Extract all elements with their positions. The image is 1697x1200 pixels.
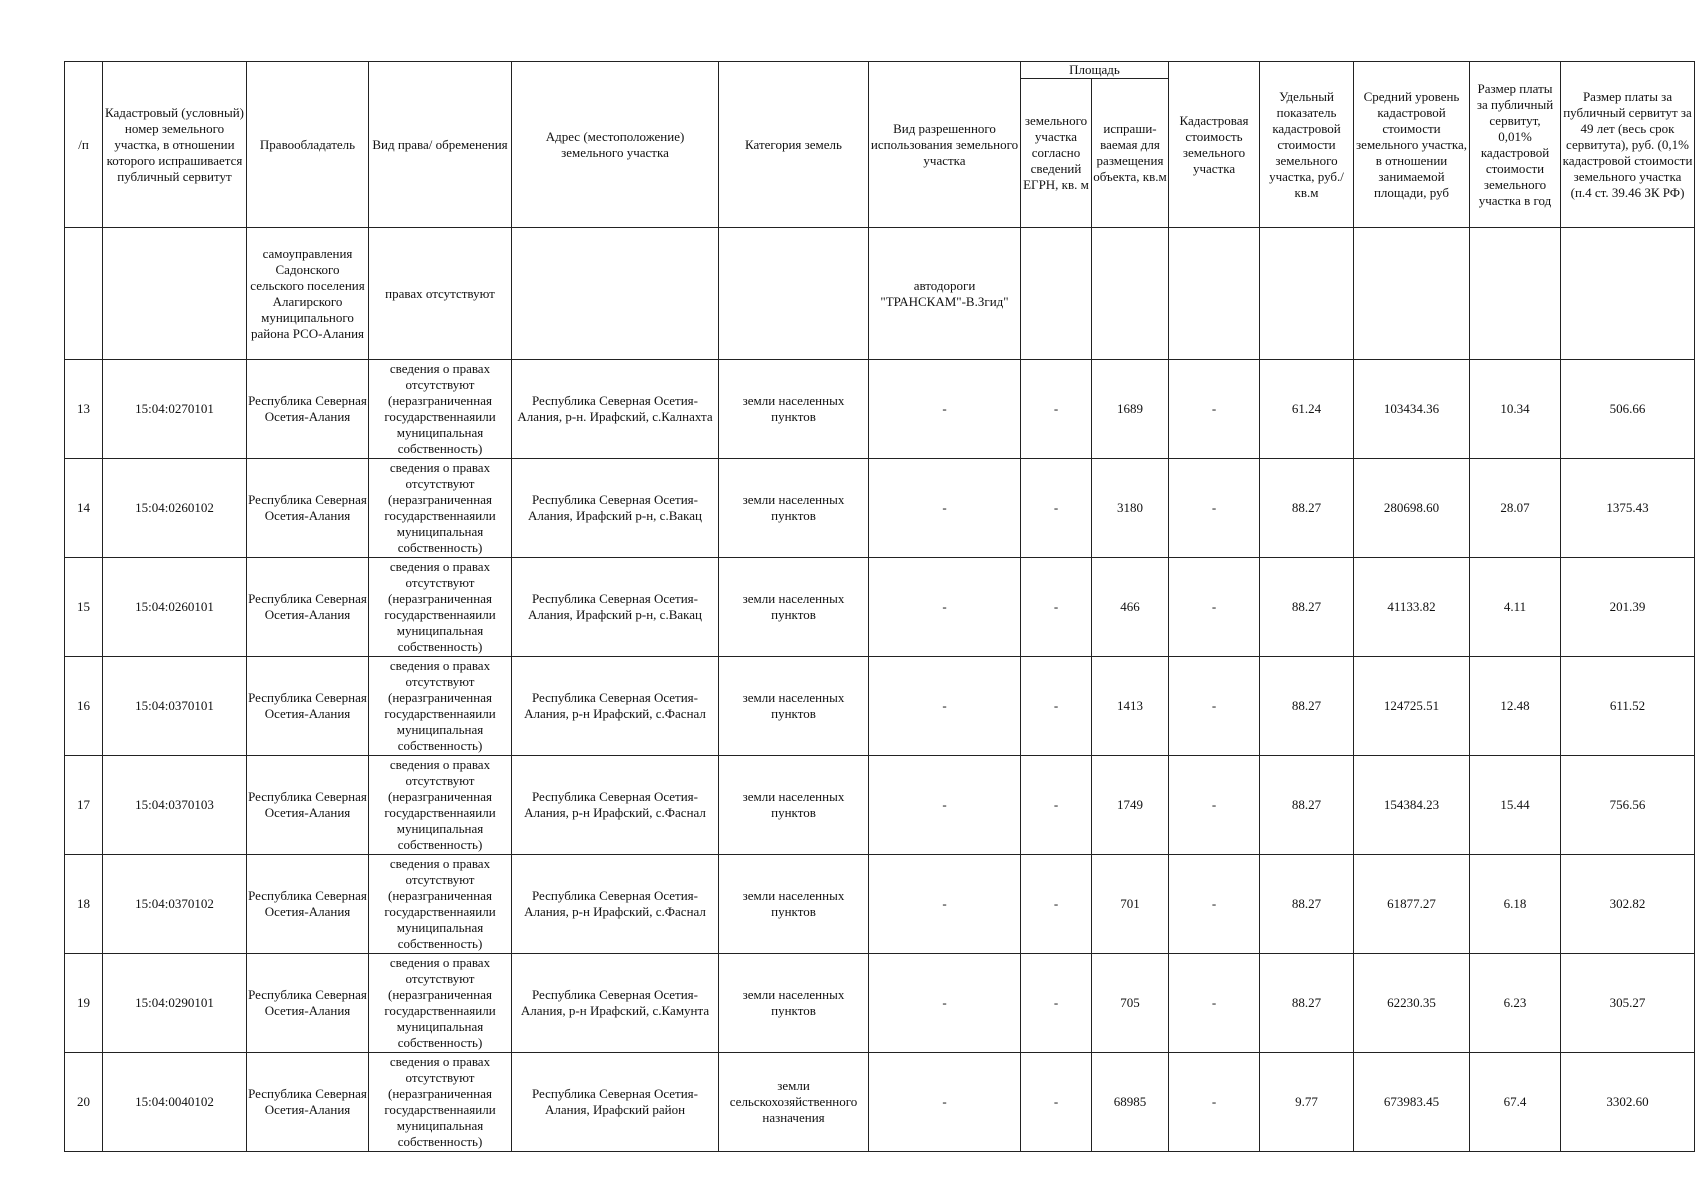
header-specific-index: Удельный показатель кадастровой стоимости земельного участка, руб./кв.м — [1260, 62, 1354, 228]
table-row — [65, 657, 1695, 756]
header-num: /п — [65, 62, 103, 228]
cell-address — [512, 228, 719, 360]
cell-area-requested: 1413 — [1092, 657, 1169, 756]
cell-annual-fee: 67.4 — [1470, 1053, 1561, 1152]
cell-owner: Республика Северная Осетия-Алания — [247, 657, 369, 756]
cell-cadastral: 15:04:0370102 — [103, 855, 247, 954]
cell-specific-index: 88.27 — [1260, 459, 1354, 558]
cell-category: земли населенных пунктов — [719, 360, 869, 459]
cell-area-egrn: - — [1021, 954, 1092, 1053]
cell-average-level: 62230.35 — [1354, 954, 1470, 1053]
cell-annual-fee: 6.18 — [1470, 855, 1561, 954]
header-area-egrn: земельного участка согласно сведений ЕГРН, кв. м — [1021, 79, 1092, 228]
header-land-category: Категория земель — [719, 62, 869, 228]
cell-owner: Республика Северная Осетия-Алания — [247, 360, 369, 459]
table-row — [65, 756, 1695, 855]
cell-owner: Республика Северная Осетия-Алания — [247, 954, 369, 1053]
cell-annual-fee: 4.11 — [1470, 558, 1561, 657]
table-row — [65, 855, 1695, 954]
cell-cadastral — [103, 228, 247, 360]
cell-category: земли населенных пунктов — [719, 954, 869, 1053]
cell-cadastral: 15:04:0290101 — [103, 954, 247, 1053]
cell-annual-fee: 28.07 — [1470, 459, 1561, 558]
cell-address: Республика Северная Осетия-Алания, р-н Ирафский, с.Фаснал — [512, 855, 719, 954]
cell-area-requested — [1092, 228, 1169, 360]
cell-right-type: сведения о правах отсутствуют (неразграниченная государственнаяили муниципальная собственность) — [369, 360, 512, 459]
cell-cadastral-value: - — [1169, 1053, 1260, 1152]
cell-area-requested: 68985 — [1092, 1053, 1169, 1152]
cell-average-level: 103434.36 — [1354, 360, 1470, 459]
table-header — [65, 62, 1695, 228]
cell-right-type: сведения о правах отсутствуют (неразграниченная государственнаяили муниципальная собственность) — [369, 954, 512, 1053]
cell-num: 16 — [65, 657, 103, 756]
header-owner: Правообладатель — [247, 62, 369, 228]
header-average-level: Средний уровень кадастровой стоимости земельного участка, в отношении занимаемой площади, руб — [1354, 62, 1470, 228]
header-cadastral-value: Кадастровая стоимость земельного участка — [1169, 62, 1260, 228]
table-row — [65, 459, 1695, 558]
cell-category: земли населенных пунктов — [719, 558, 869, 657]
header-annual-fee: Размер платы за публичный сервитут, 0,01% кадастровой стоимости земельного участка в год — [1470, 62, 1561, 228]
cell-cadastral-value: - — [1169, 459, 1260, 558]
cell-area-requested: 1749 — [1092, 756, 1169, 855]
header-address: Адрес (местоположение) земельного участка — [512, 62, 719, 228]
cell-owner: Республика Северная Осетия-Алания — [247, 459, 369, 558]
cell-total-fee: 756.56 — [1561, 756, 1695, 855]
cell-area-egrn: - — [1021, 459, 1092, 558]
table-row — [65, 954, 1695, 1053]
cell-average-level: 61877.27 — [1354, 855, 1470, 954]
cell-cadastral: 15:04:0370103 — [103, 756, 247, 855]
cell-address: Республика Северная Осетия-Алания, Ирафский р-н, с.Вакац — [512, 558, 719, 657]
header-area-group: Площадь — [1021, 62, 1169, 79]
cell-cadastral-value: - — [1169, 954, 1260, 1053]
cell-area-requested: 1689 — [1092, 360, 1169, 459]
table-body — [65, 228, 1695, 1152]
table-row-continuation — [65, 228, 1695, 360]
cell-average-level: 41133.82 — [1354, 558, 1470, 657]
cell-cadastral-value — [1169, 228, 1260, 360]
cell-specific-index: 88.27 — [1260, 756, 1354, 855]
cell-permitted-use: - — [869, 459, 1021, 558]
cell-category — [719, 228, 869, 360]
cell-average-level — [1354, 228, 1470, 360]
header-area-requested: испраши-ваемая для размещения объекта, кв.м — [1092, 79, 1169, 228]
cell-area-requested: 701 — [1092, 855, 1169, 954]
table-row — [65, 558, 1695, 657]
cell-owner: Республика Северная Осетия-Алания — [247, 756, 369, 855]
cell-right-type: сведения о правах отсутствуют (неразграниченная государственнаяили муниципальная собственность) — [369, 657, 512, 756]
cell-num: 15 — [65, 558, 103, 657]
cell-num: 20 — [65, 1053, 103, 1152]
cell-total-fee — [1561, 228, 1695, 360]
cell-category: земли сельскохозяйственного назначения — [719, 1053, 869, 1152]
cell-annual-fee: 12.48 — [1470, 657, 1561, 756]
cell-right-type: сведения о правах отсутствуют (неразграниченная государственнаяили муниципальная собственность) — [369, 756, 512, 855]
cell-area-egrn: - — [1021, 1053, 1092, 1152]
header-permitted-use: Вид разрешенного использования земельного участка — [869, 62, 1021, 228]
cell-cadastral-value: - — [1169, 558, 1260, 657]
cell-specific-index: 88.27 — [1260, 558, 1354, 657]
cell-area-egrn — [1021, 228, 1092, 360]
cell-category: земли населенных пунктов — [719, 855, 869, 954]
cell-owner: Республика Северная Осетия-Алания — [247, 855, 369, 954]
cell-area-requested: 3180 — [1092, 459, 1169, 558]
cell-num: 19 — [65, 954, 103, 1053]
cell-category: земли населенных пунктов — [719, 657, 869, 756]
cell-area-egrn: - — [1021, 756, 1092, 855]
cell-specific-index: 88.27 — [1260, 855, 1354, 954]
cell-num: 13 — [65, 360, 103, 459]
cell-permitted-use: - — [869, 954, 1021, 1053]
cell-permitted-use: - — [869, 657, 1021, 756]
cell-total-fee: 506.66 — [1561, 360, 1695, 459]
cell-total-fee: 611.52 — [1561, 657, 1695, 756]
cell-num: 17 — [65, 756, 103, 855]
cell-average-level: 673983.45 — [1354, 1053, 1470, 1152]
cell-area-egrn: - — [1021, 360, 1092, 459]
cell-cadastral: 15:04:0260101 — [103, 558, 247, 657]
cell-permitted-use: - — [869, 360, 1021, 459]
cell-total-fee: 1375.43 — [1561, 459, 1695, 558]
cell-address: Республика Северная Осетия-Алания, р-н. Ирафский, с.Калнахта — [512, 360, 719, 459]
cell-owner: Республика Северная Осетия-Алания — [247, 1053, 369, 1152]
cell-specific-index: 88.27 — [1260, 657, 1354, 756]
cell-area-requested: 705 — [1092, 954, 1169, 1053]
cell-cadastral-value: - — [1169, 657, 1260, 756]
cell-address: Республика Северная Осетия-Алания, р-н Ирафский, с.Камунта — [512, 954, 719, 1053]
cell-right-type: сведения о правах отсутствуют (неразграниченная государственнаяили муниципальная собственность) — [369, 558, 512, 657]
cell-annual-fee: 10.34 — [1470, 360, 1561, 459]
cell-permitted-use: автодороги "ТРАНСКАМ"-В.Згид" — [869, 228, 1021, 360]
cell-num: 14 — [65, 459, 103, 558]
cell-area-egrn: - — [1021, 657, 1092, 756]
cell-area-egrn: - — [1021, 558, 1092, 657]
cell-cadastral-value: - — [1169, 855, 1260, 954]
cell-cadastral-value: - — [1169, 360, 1260, 459]
cell-average-level: 124725.51 — [1354, 657, 1470, 756]
cell-specific-index: 9.77 — [1260, 1053, 1354, 1152]
cell-annual-fee: 15.44 — [1470, 756, 1561, 855]
cell-cadastral: 15:04:0040102 — [103, 1053, 247, 1152]
cell-cadastral: 15:04:0270101 — [103, 360, 247, 459]
cell-address: Республика Северная Осетия-Алания, Ирафский район — [512, 1053, 719, 1152]
cell-cadastral: 15:04:0260102 — [103, 459, 247, 558]
cell-address: Республика Северная Осетия-Алания, р-н Ирафский, с.Фаснал — [512, 657, 719, 756]
cell-right-type: сведения о правах отсутствуют (неразграниченная государственнаяили муниципальная собственность) — [369, 855, 512, 954]
header-cadastral-number: Кадастровый (условный) номер земельного участка, в отношении которого испрашивается публичный сервитут — [103, 62, 247, 228]
cell-category: земли населенных пунктов — [719, 459, 869, 558]
header-total-fee: Размер платы за публичный сервитут за 49 лет (весь срок сервитута), руб. (0,1% кадастровой стоимости земельного участка (п.4 ст. 39.46 ЗК РФ) — [1561, 62, 1695, 228]
cell-num: 18 — [65, 855, 103, 954]
cell-address: Республика Северная Осетия-Алания, Ирафский р-н, с.Вакац — [512, 459, 719, 558]
cell-average-level: 154384.23 — [1354, 756, 1470, 855]
cell-permitted-use: - — [869, 1053, 1021, 1152]
table-row — [65, 360, 1695, 459]
cell-annual-fee: 6.23 — [1470, 954, 1561, 1053]
cell-owner: Республика Северная Осетия-Алания — [247, 558, 369, 657]
cell-right-type: сведения о правах отсутствуют (неразграниченная государственнаяили муниципальная собственность) — [369, 1053, 512, 1152]
cell-total-fee: 302.82 — [1561, 855, 1695, 954]
cell-address: Республика Северная Осетия-Алания, р-н Ирафский, с.Фаснал — [512, 756, 719, 855]
cell-specific-index: 88.27 — [1260, 954, 1354, 1053]
cell-right-type: правах отсутствуют — [369, 228, 512, 360]
cell-permitted-use: - — [869, 855, 1021, 954]
cell-total-fee: 201.39 — [1561, 558, 1695, 657]
cell-area-requested: 466 — [1092, 558, 1169, 657]
cell-right-type: сведения о правах отсутствуют (неразграниченная государственнаяили муниципальная собственность) — [369, 459, 512, 558]
cell-annual-fee — [1470, 228, 1561, 360]
cell-num — [65, 228, 103, 360]
cell-total-fee: 305.27 — [1561, 954, 1695, 1053]
document-page — [64, 61, 1694, 1152]
cell-specific-index — [1260, 228, 1354, 360]
cell-cadastral: 15:04:0370101 — [103, 657, 247, 756]
cell-permitted-use: - — [869, 558, 1021, 657]
cell-specific-index: 61.24 — [1260, 360, 1354, 459]
cell-owner: самоуправления Садонского сельского поселения Алагирского муниципального района РСО-Алания — [247, 228, 369, 360]
cell-permitted-use: - — [869, 756, 1021, 855]
cell-average-level: 280698.60 — [1354, 459, 1470, 558]
cell-total-fee: 3302.60 — [1561, 1053, 1695, 1152]
cell-category: земли населенных пунктов — [719, 756, 869, 855]
header-right-type: Вид права/ обременения — [369, 62, 512, 228]
table-row — [65, 1053, 1695, 1152]
cell-area-egrn: - — [1021, 855, 1092, 954]
servitude-table — [64, 61, 1695, 1152]
cell-cadastral-value: - — [1169, 756, 1260, 855]
